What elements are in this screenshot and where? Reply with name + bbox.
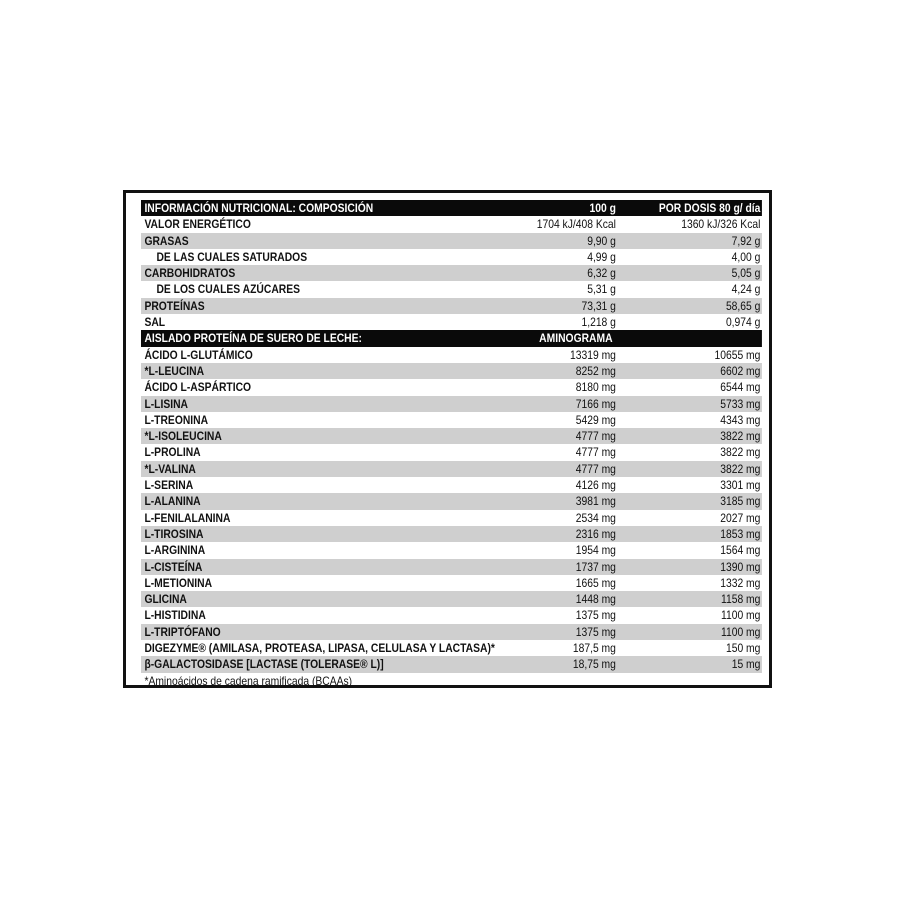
row-label: L-HISTIDINA	[144, 608, 206, 623]
table-row	[141, 575, 762, 591]
row-value-100g: 1,218 g	[581, 315, 616, 330]
row-value-dose: 1564 mg	[720, 543, 761, 558]
row-value-100g: 73,31 g	[581, 298, 616, 313]
table-row	[141, 233, 762, 249]
table-row	[141, 591, 762, 607]
row-value-dose: 150 mg	[725, 641, 761, 656]
row-value-dose: 10655 mg	[714, 347, 761, 362]
row-value-dose: 1332 mg	[720, 575, 761, 590]
row-value-dose: 1100 mg	[720, 608, 761, 623]
row-label: *L-LEUCINA	[144, 363, 205, 378]
amino-header-label: AISLADO PROTEÍNA DE SUERO DE LECHE:	[144, 331, 362, 346]
row-value-100g: 2316 mg	[575, 526, 616, 541]
row-label: L-CISTEÍNA	[144, 559, 203, 574]
table-row	[141, 265, 762, 281]
row-label: *L-ISOLEUCINA	[144, 429, 222, 444]
header-col-100g: 100 g	[589, 201, 616, 215]
row-label: L-ARGININA	[144, 543, 206, 558]
row-value-100g: 8252 mg	[575, 363, 616, 378]
row-value-dose: 3301 mg	[720, 478, 761, 493]
row-label: L-FENILALANINA	[144, 510, 231, 525]
row-value-100g: 1375 mg	[575, 608, 616, 623]
table-row	[141, 412, 762, 428]
table-row	[141, 640, 762, 656]
table-row	[141, 216, 762, 232]
row-label: β-GALACTOSIDASE [LACTASE (TOLERASE® L)]	[144, 657, 384, 672]
row-label: SAL	[144, 315, 166, 330]
table-row	[141, 510, 762, 526]
row-value-dose: 3822 mg	[720, 461, 761, 476]
header-col-dose: POR DOSIS 80 g/ día	[658, 201, 761, 215]
row-value-dose: 5733 mg	[720, 396, 761, 411]
row-value-100g: 7166 mg	[575, 396, 616, 411]
row-value-dose: 3185 mg	[720, 494, 761, 509]
table-header	[141, 200, 762, 216]
amino-header	[141, 330, 762, 346]
row-value-dose: 4,24 g	[731, 282, 761, 297]
table-row	[141, 444, 762, 460]
table-row	[141, 559, 762, 575]
row-label: PROTEÍNAS	[144, 298, 205, 313]
row-value-dose: 1360 kJ/326 Kcal	[681, 217, 761, 232]
row-label: L-TRIPTÓFANO	[144, 624, 221, 639]
row-value-100g: 3981 mg	[575, 494, 616, 509]
row-value-100g: 1375 mg	[575, 624, 616, 639]
row-label: DIGEZYME® (AMILASA, PROTEASA, LIPASA, CELULASA Y LACTASA)*	[144, 641, 495, 656]
table-row	[141, 396, 762, 412]
row-value-100g: 1737 mg	[575, 559, 616, 574]
table-row	[141, 298, 762, 314]
row-value-100g: 5,31 g	[587, 282, 616, 297]
row-label: DE LOS CUALES AZÚCARES	[156, 282, 301, 297]
row-value-100g: 4126 mg	[575, 478, 616, 493]
row-label: VALOR ENERGÉTICO	[144, 217, 251, 232]
row-label: L-METIONINA	[144, 575, 213, 590]
row-label: GRASAS	[144, 233, 189, 248]
table-row	[141, 656, 762, 672]
amino-header-col: AMINOGRAMA	[539, 331, 613, 346]
row-value-100g: 9,90 g	[587, 233, 616, 248]
row-value-100g: 18,75 mg	[572, 657, 616, 672]
row-label: *L-VALINA	[144, 461, 196, 476]
row-value-100g: 13319 mg	[570, 347, 616, 362]
row-value-100g: 1704 kJ/408 Kcal	[536, 217, 616, 232]
row-label: DE LAS CUALES SATURADOS	[156, 249, 308, 264]
table-row	[141, 379, 762, 395]
row-value-dose: 1853 mg	[720, 526, 761, 541]
row-label: ÁCIDO L-GLUTÁMICO	[144, 347, 253, 362]
row-value-dose: 3822 mg	[720, 445, 761, 460]
row-label: L-TREONINA	[144, 412, 209, 427]
table-row	[141, 526, 762, 542]
row-label: L-SERINA	[144, 478, 194, 493]
row-value-100g: 5429 mg	[575, 412, 616, 427]
row-value-dose: 4,00 g	[731, 249, 761, 264]
table-row	[141, 477, 762, 493]
row-value-100g: 8180 mg	[575, 380, 616, 395]
row-value-dose: 0,974 g	[725, 315, 761, 330]
header-label: INFORMACIÓN NUTRICIONAL: COMPOSICIÓN	[144, 201, 374, 215]
row-value-100g: 2534 mg	[575, 510, 616, 525]
row-value-dose: 3822 mg	[720, 429, 761, 444]
row-value-dose: 4343 mg	[720, 412, 761, 427]
table-row	[141, 542, 762, 558]
table-row	[141, 461, 762, 477]
table-row	[141, 624, 762, 640]
row-label: L-LISINA	[144, 396, 189, 411]
table-row	[141, 281, 762, 297]
row-label: L-PROLINA	[144, 445, 201, 460]
row-value-100g: 1665 mg	[575, 575, 616, 590]
row-value-100g: 6,32 g	[587, 266, 616, 281]
row-label: ÁCIDO L-ASPÁRTICO	[144, 380, 252, 395]
row-value-dose: 58,65 g	[725, 298, 761, 313]
table-row	[141, 607, 762, 623]
nutrition-table	[141, 200, 762, 690]
row-label: CARBOHIDRATOS	[144, 266, 236, 281]
table-row	[141, 347, 762, 363]
table-row	[141, 428, 762, 444]
table-row	[141, 363, 762, 379]
row-label: L-ALANINA	[144, 494, 201, 509]
row-value-100g: 4777 mg	[575, 461, 616, 476]
row-value-dose: 15 mg	[731, 657, 761, 672]
row-label: L-TIROSINA	[144, 526, 204, 541]
row-value-100g: 4777 mg	[575, 429, 616, 444]
row-value-dose: 5,05 g	[731, 266, 761, 281]
row-value-dose: 7,92 g	[731, 233, 761, 248]
table-row	[141, 493, 762, 509]
row-value-dose: 6602 mg	[720, 363, 761, 378]
row-value-dose: 1158 mg	[720, 592, 761, 607]
table-row	[141, 249, 762, 265]
row-value-100g: 1448 mg	[575, 592, 616, 607]
row-label: GLICINA	[144, 592, 187, 607]
table-row	[141, 314, 762, 330]
row-value-100g: 187,5 mg	[572, 641, 616, 656]
row-value-100g: 4777 mg	[575, 445, 616, 460]
row-value-100g: 1954 mg	[575, 543, 616, 558]
row-value-dose: 6544 mg	[720, 380, 761, 395]
row-value-100g: 4,99 g	[587, 249, 616, 264]
row-value-dose: 2027 mg	[720, 510, 761, 525]
row-value-dose: 1100 mg	[720, 624, 761, 639]
nutrition-panel	[123, 190, 772, 688]
footnote: *Aminoácidos de cadena ramificada (BCAAs)	[144, 673, 353, 688]
row-value-dose: 1390 mg	[720, 559, 761, 574]
